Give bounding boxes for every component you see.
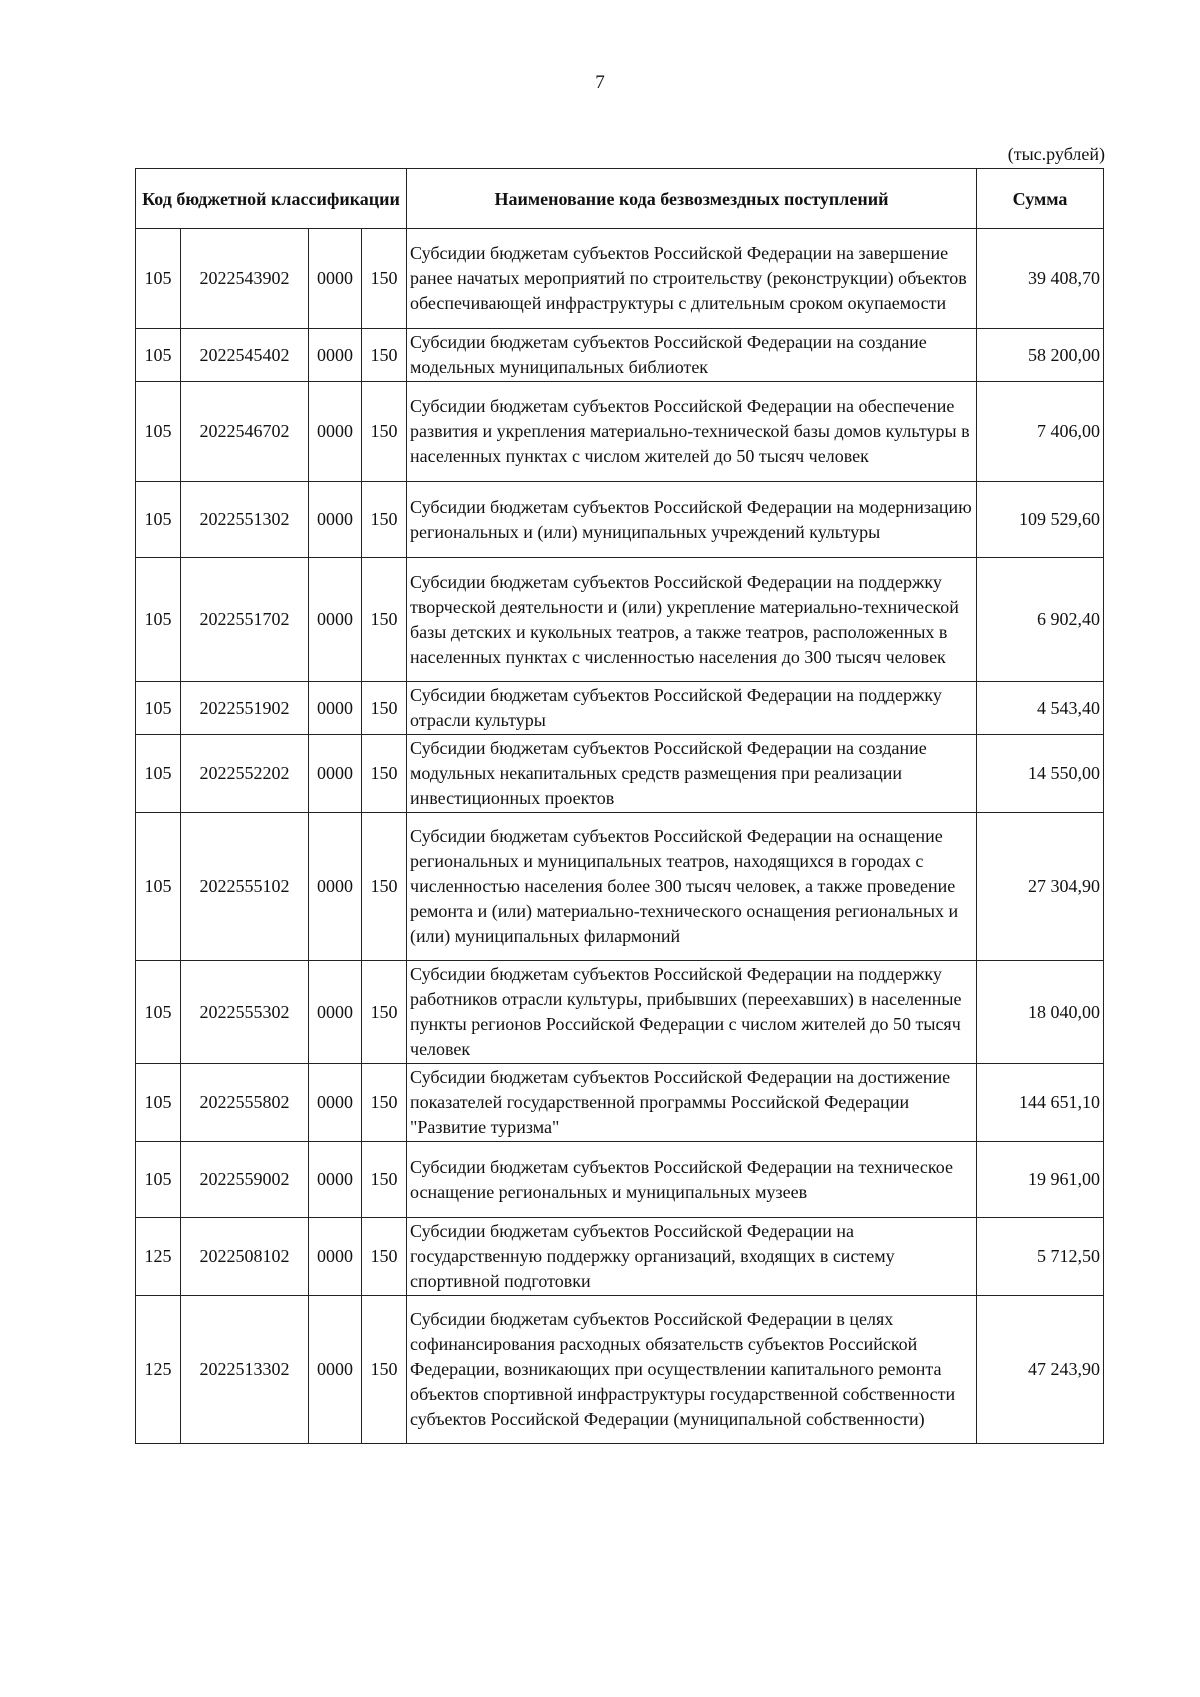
cell-sum: 58 200,00: [977, 329, 1104, 382]
cell-budget-code: 2022555102: [181, 813, 309, 961]
cell-kosgu-code: 150: [362, 229, 407, 329]
cell-name: Субсидии бюджетам субъектов Российской Федерации на модернизацию региональных и (или) муниципальных учреждений культуры: [407, 482, 977, 558]
cell-sum: 6 902,40: [977, 558, 1104, 682]
cell-program-code: 0000: [309, 1218, 362, 1296]
cell-program-code: 0000: [309, 382, 362, 482]
cell-admin-code: 105: [136, 682, 181, 735]
header-code: Код бюджетной классификации: [136, 169, 407, 229]
cell-budget-code: 2022513302: [181, 1296, 309, 1444]
page-number: 7: [595, 72, 605, 93]
cell-program-code: 0000: [309, 1142, 362, 1218]
cell-name: Субсидии бюджетам субъектов Российской Федерации на создание модельных муниципальных библиотек: [407, 329, 977, 382]
table-row: [136, 1218, 1104, 1296]
cell-admin-code: 105: [136, 329, 181, 382]
cell-name: Субсидии бюджетам субъектов Российской Федерации на оснащение региональных и муниципальных театров, находящихся в городах с численностью населения более 300 тысяч человек, а также проведение ремонта и (или) материально-технического оснащения региональных и (или) муниципальных филармоний: [407, 813, 977, 961]
cell-sum: 4 543,40: [977, 682, 1104, 735]
cell-admin-code: 125: [136, 1296, 181, 1444]
cell-sum: 39 408,70: [977, 229, 1104, 329]
table-row: [136, 482, 1104, 558]
cell-budget-code: 2022555302: [181, 961, 309, 1064]
cell-kosgu-code: 150: [362, 813, 407, 961]
cell-admin-code: 105: [136, 813, 181, 961]
cell-budget-code: 2022551302: [181, 482, 309, 558]
cell-admin-code: 105: [136, 382, 181, 482]
cell-sum: 7 406,00: [977, 382, 1104, 482]
cell-program-code: 0000: [309, 558, 362, 682]
cell-kosgu-code: 150: [362, 1296, 407, 1444]
units-label: (тыс.рублей): [1007, 144, 1105, 164]
cell-name: Субсидии бюджетам субъектов Российской Федерации на создание модульных некапитальных средств размещения при реализации инвестиционных проектов: [407, 735, 977, 813]
cell-budget-code: 2022546702: [181, 382, 309, 482]
cell-kosgu-code: 150: [362, 329, 407, 382]
cell-kosgu-code: 150: [362, 961, 407, 1064]
table-row: [136, 813, 1104, 961]
cell-kosgu-code: 150: [362, 735, 407, 813]
cell-budget-code: 2022551702: [181, 558, 309, 682]
cell-admin-code: 105: [136, 1064, 181, 1142]
cell-name: Субсидии бюджетам субъектов Российской Федерации на поддержку работников отрасли культуры, прибывших (переехавших) в населенные пункты регионов Российской Федерации с числом жителей до 50 тысяч человек: [407, 961, 977, 1064]
cell-kosgu-code: 150: [362, 1064, 407, 1142]
cell-name: Субсидии бюджетам субъектов Российской Федерации на государственную поддержку организаций, входящих в систему спортивной подготовки: [407, 1218, 977, 1296]
cell-kosgu-code: 150: [362, 558, 407, 682]
header-name: Наименование кода безвозмездных поступлений: [407, 169, 977, 229]
cell-program-code: 0000: [309, 813, 362, 961]
cell-name: Субсидии бюджетам субъектов Российской Федерации в целях софинансирования расходных обязательств субъектов Российской Федерации, возникающих при осуществлении капитального ремонта объектов спортивной инфраструктуры государственной собственности субъектов Российской Федерации (муниципальной собственности): [407, 1296, 977, 1444]
cell-sum: 19 961,00: [977, 1142, 1104, 1218]
table-row: [136, 329, 1104, 382]
cell-sum: 5 712,50: [977, 1218, 1104, 1296]
cell-admin-code: 125: [136, 1218, 181, 1296]
cell-kosgu-code: 150: [362, 1218, 407, 1296]
cell-sum: 18 040,00: [977, 961, 1104, 1064]
cell-program-code: 0000: [309, 229, 362, 329]
cell-sum: 27 304,90: [977, 813, 1104, 961]
cell-program-code: 0000: [309, 329, 362, 382]
cell-name: Субсидии бюджетам субъектов Российской Федерации на достижение показателей государственной программы Российской Федерации "Развитие туризма": [407, 1064, 977, 1142]
cell-name: Субсидии бюджетам субъектов Российской Федерации на обеспечение развития и укрепления материально-технической базы домов культуры в населенных пунктах с числом жителей до 50 тысяч человек: [407, 382, 977, 482]
table-row: [136, 682, 1104, 735]
cell-program-code: 0000: [309, 682, 362, 735]
cell-budget-code: 2022543902: [181, 229, 309, 329]
table-row: [136, 1142, 1104, 1218]
cell-kosgu-code: 150: [362, 682, 407, 735]
cell-admin-code: 105: [136, 735, 181, 813]
header-sum: Сумма: [977, 169, 1104, 229]
cell-kosgu-code: 150: [362, 382, 407, 482]
cell-name: Субсидии бюджетам субъектов Российской Федерации на техническое оснащение региональных и муниципальных музеев: [407, 1142, 977, 1218]
cell-kosgu-code: 150: [362, 1142, 407, 1218]
cell-sum: 109 529,60: [977, 482, 1104, 558]
table-row: [136, 735, 1104, 813]
cell-program-code: 0000: [309, 482, 362, 558]
cell-sum: 14 550,00: [977, 735, 1104, 813]
cell-budget-code: 2022552202: [181, 735, 309, 813]
cell-program-code: 0000: [309, 1296, 362, 1444]
cell-name: Субсидии бюджетам субъектов Российской Федерации на поддержку отрасли культуры: [407, 682, 977, 735]
cell-sum: 144 651,10: [977, 1064, 1104, 1142]
cell-budget-code: 2022555802: [181, 1064, 309, 1142]
cell-budget-code: 2022551902: [181, 682, 309, 735]
cell-admin-code: 105: [136, 961, 181, 1064]
table-header-row: [136, 169, 1104, 229]
cell-budget-code: 2022508102: [181, 1218, 309, 1296]
budget-table: [135, 168, 1104, 1444]
cell-program-code: 0000: [309, 735, 362, 813]
cell-admin-code: 105: [136, 482, 181, 558]
table-row: [136, 961, 1104, 1064]
table-row: [136, 1296, 1104, 1444]
cell-admin-code: 105: [136, 229, 181, 329]
cell-kosgu-code: 150: [362, 482, 407, 558]
cell-budget-code: 2022545402: [181, 329, 309, 382]
cell-name: Субсидии бюджетам субъектов Российской Федерации на завершение ранее начатых мероприятий по строительству (реконструкции) объектов обеспечивающей инфраструктуры с длительным сроком окупаемости: [407, 229, 977, 329]
cell-admin-code: 105: [136, 558, 181, 682]
table-row: [136, 382, 1104, 482]
cell-admin-code: 105: [136, 1142, 181, 1218]
cell-program-code: 0000: [309, 961, 362, 1064]
table-row: [136, 1064, 1104, 1142]
cell-budget-code: 2022559002: [181, 1142, 309, 1218]
cell-sum: 47 243,90: [977, 1296, 1104, 1444]
table-row: [136, 229, 1104, 329]
table-row: [136, 558, 1104, 682]
cell-program-code: 0000: [309, 1064, 362, 1142]
cell-name: Субсидии бюджетам субъектов Российской Федерации на поддержку творческой деятельности и (или) укрепление материально-технической базы детских и кукольных театров, а также театров, расположенных в населенных пунктах с численностью населения до 300 тысяч человек: [407, 558, 977, 682]
